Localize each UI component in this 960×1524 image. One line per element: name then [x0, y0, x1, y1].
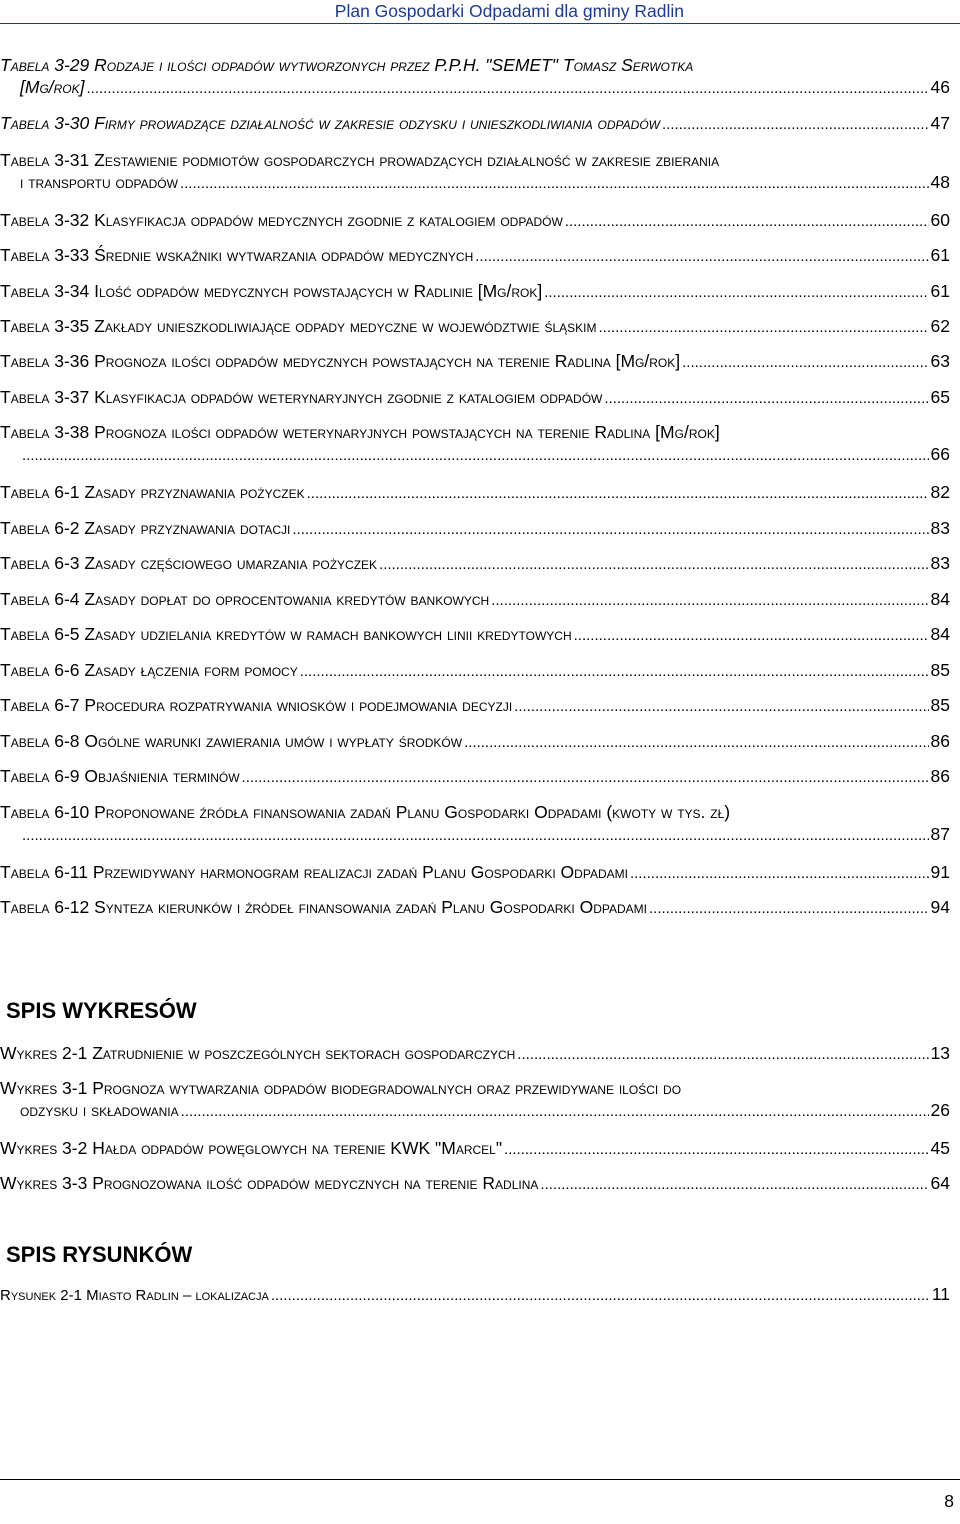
toc-entry[interactable] — [0, 386, 950, 410]
toc-page-number: 83 — [930, 553, 950, 573]
toc-entry-label: i transportu odpadów — [20, 172, 178, 192]
toc-entry-label: odzysku i składowania — [20, 1100, 179, 1120]
dot-leader — [181, 1101, 929, 1123]
toc-entry[interactable] — [0, 694, 950, 718]
toc-entry[interactable] — [0, 350, 950, 374]
dot-leader — [379, 554, 928, 576]
toc-page-number: 85 — [930, 660, 950, 680]
toc-entry-label: Tabela 6-5 Zasady udzielania kredytów w ramach bankowych linii kredytowych — [0, 624, 572, 644]
toc-entry[interactable] — [0, 112, 950, 136]
toc-page-number: 60 — [930, 210, 950, 230]
toc-entry-line — [0, 112, 950, 136]
toc-page-number: 65 — [930, 387, 950, 407]
toc-entry-label: Tabela 3-32 Klasyfikacja odpadów medycznych zgodnie z katalogiem odpadów — [0, 210, 563, 230]
dot-leader — [242, 767, 929, 789]
toc-entry-line — [0, 1283, 950, 1307]
dot-leader — [464, 732, 928, 754]
toc-entry-label: Tabela 3-37 Klasyfikacja odpadów weterynaryjnych zgodnie z katalogiem odpadów — [0, 387, 603, 407]
toc-entry-line — [0, 801, 950, 823]
toc-entry-label: Tabela 3-36 Prognoza ilości odpadów medycznych powstających na terenie Radlina [Mg/rok] — [0, 351, 681, 371]
toc-entry[interactable] — [0, 1042, 950, 1066]
toc-entry-label: Wykres 3-1 Prognoza wytwarzania odpadów biodegradowalnych oraz przewidywane ilości do — [0, 1078, 682, 1098]
toc-entry-line — [0, 823, 950, 847]
toc-entry[interactable] — [0, 896, 950, 920]
toc-page-number: 84 — [930, 589, 950, 609]
toc-entry-label: Tabela 6-9 Objaśnienia terminów — [0, 766, 240, 786]
toc-entry-line — [0, 896, 950, 920]
toc-page-number: 83 — [930, 518, 950, 538]
dot-leader — [682, 352, 928, 374]
dot-leader — [662, 114, 929, 136]
toc-entry[interactable] — [0, 244, 950, 268]
dot-leader — [491, 590, 928, 612]
dot-leader — [292, 519, 928, 541]
toc-entry-line — [0, 1042, 950, 1066]
toc-page-number: 85 — [930, 695, 950, 715]
document-title: Plan Gospodarki Odpadami dla gminy Radlin — [334, 1, 684, 21]
toc-page-number: 62 — [930, 316, 950, 336]
toc-entry-line — [0, 350, 950, 374]
toc-page-number: 86 — [930, 766, 950, 786]
dot-leader — [307, 483, 929, 505]
dot-leader — [517, 1044, 928, 1066]
toc-entry-line — [0, 149, 950, 171]
toc-entry[interactable] — [0, 315, 950, 339]
dot-leader — [504, 1139, 928, 1161]
dot-leader — [649, 898, 929, 920]
toc-page-number: 48 — [930, 172, 950, 192]
toc-entry-line — [0, 386, 950, 410]
toc-entry[interactable] — [0, 730, 950, 754]
toc-entry-line — [0, 765, 950, 789]
dot-leader — [630, 863, 929, 885]
dot-leader — [598, 317, 928, 339]
toc-page-number: 45 — [930, 1138, 950, 1158]
toc-entry-label: Tabela 3-38 Prognoza ilości odpadów weterynaryjnych powstających na terenie Radlina [Mg/rok] — [0, 422, 720, 442]
toc-page-number: 61 — [930, 281, 950, 301]
toc-entry-line — [0, 54, 950, 76]
toc-entry[interactable] — [0, 1172, 950, 1196]
toc-entry[interactable] — [0, 801, 950, 847]
footer-rule — [0, 1479, 960, 1480]
toc-entry[interactable] — [0, 481, 950, 505]
toc-page-number: 82 — [930, 482, 950, 502]
toc-entry-line — [0, 76, 950, 100]
toc-entry-label: Tabela 6-3 Zasady częściowego umarzania pożyczek — [0, 553, 378, 573]
toc-entry-line — [0, 280, 950, 304]
toc-entry[interactable] — [0, 1137, 950, 1161]
toc-entry[interactable] — [0, 659, 950, 683]
toc-page-number: 91 — [930, 862, 950, 882]
toc-entry-line — [0, 552, 950, 576]
toc-entry[interactable] — [0, 1283, 950, 1307]
toc-entry[interactable] — [0, 552, 950, 576]
toc-entry-line — [0, 861, 950, 885]
toc-entry-label: Tabela 3-34 Ilość odpadów medycznych powstających w Radlinie [Mg/rok] — [0, 281, 543, 301]
toc-entry[interactable] — [0, 517, 950, 541]
dot-leader — [540, 1174, 928, 1196]
toc-page-number: 64 — [930, 1173, 950, 1193]
toc-entry-line — [0, 315, 950, 339]
toc-entry-line — [0, 659, 950, 683]
toc-entry-label: Tabela 6-1 Zasady przyznawania pożyczek — [0, 482, 305, 502]
figures-heading: SPIS RYSUNKÓW — [6, 1242, 193, 1267]
page-number: 8 — [944, 1491, 954, 1511]
toc-entry-label: Tabela 3-30 Firmy prowadzące działalność w zakresie odzysku i unieszkodliwiania odpadów — [0, 113, 661, 133]
toc-page-number: 26 — [930, 1100, 950, 1120]
dot-leader — [22, 445, 929, 467]
header-rule — [0, 23, 960, 24]
toc-page-number: 63 — [930, 351, 950, 371]
toc-entry-line — [0, 443, 950, 467]
toc-page-number: 66 — [930, 444, 950, 464]
toc-entry-label: Tabela 6-6 Zasady łączenia form pomocy — [0, 660, 298, 680]
toc-entry[interactable] — [0, 280, 950, 304]
dot-leader — [574, 625, 929, 647]
toc-page-number: 61 — [930, 245, 950, 265]
toc-entry-line — [0, 244, 950, 268]
dot-leader — [475, 246, 928, 268]
dot-leader — [514, 696, 928, 718]
toc-entry-line — [0, 1077, 950, 1099]
dot-leader — [271, 1285, 930, 1307]
toc-entry-label: [Mg/rok] — [20, 77, 85, 97]
toc-entry-line — [0, 421, 950, 443]
toc-entry-label: Tabela 6-4 Zasady dopłat do oprocentowania kredytów bankowych — [0, 589, 490, 609]
dot-leader — [604, 388, 928, 410]
toc-entry-label: Wykres 3-2 Hałda odpadów powęglowych na terenie KWK "Marcel" — [0, 1138, 503, 1158]
dot-leader — [300, 661, 929, 683]
toc-entry-line — [0, 517, 950, 541]
toc-entry-label: Tabela 3-35 Zakłady unieszkodliwiające odpady medyczne w województwie śląskim — [0, 316, 597, 336]
toc-entry-label: Tabela 6-10 Proponowane źródła finansowania zadań Planu Gospodarki Odpadami (kwoty w tys. zł) — [0, 802, 731, 822]
toc-entry[interactable] — [0, 421, 950, 467]
toc-entry[interactable] — [0, 1077, 950, 1123]
toc-entry[interactable] — [0, 54, 950, 100]
toc-entry-line — [0, 171, 950, 195]
toc-entry-line — [0, 1137, 950, 1161]
toc-entry-label: Tabela 6-8 Ogólne warunki zawierania umów i wypłaty środków — [0, 731, 463, 751]
page-header — [0, 0, 960, 26]
toc-entry[interactable] — [0, 149, 950, 195]
toc-page-number: 94 — [930, 897, 950, 917]
toc-entry[interactable] — [0, 623, 950, 647]
toc-entry[interactable] — [0, 209, 950, 233]
toc-entry-label: Tabela 6-11 Przewidywany harmonogram realizacji zadań Planu Gospodarki Odpadami — [0, 862, 628, 882]
dot-leader — [180, 173, 929, 195]
toc-page-number: 46 — [930, 77, 950, 97]
dot-leader — [87, 78, 929, 100]
toc-entry-line — [0, 481, 950, 505]
toc-entry-line — [0, 1172, 950, 1196]
toc-page-number: 11 — [931, 1284, 950, 1304]
toc-entry-label: Wykres 3-3 Prognozowana ilość odpadów medycznych na terenie Radlina — [0, 1173, 539, 1193]
toc-page-number: 84 — [930, 624, 950, 644]
toc-entry-label: Tabela 3-33 Średnie wskaźniki wytwarzania odpadów medycznych — [0, 245, 474, 265]
toc-page-number: 47 — [930, 113, 950, 133]
toc-entry-line — [0, 694, 950, 718]
dot-leader — [544, 282, 928, 304]
toc-entry-line — [0, 209, 950, 233]
dot-leader — [565, 211, 929, 233]
toc-entry-line — [0, 588, 950, 612]
toc-entry-label: Tabela 6-2 Zasady przyznawania dotacji — [0, 518, 291, 538]
toc-entry-label: Rysunek 2-1 Miasto Radlin – lokalizacja — [0, 1287, 269, 1304]
toc-page-number: 86 — [930, 731, 950, 751]
toc-entry[interactable] — [0, 861, 950, 885]
toc-entry-label: Wykres 2-1 Zatrudnienie w poszczególnych sektorach gospodarczych — [0, 1043, 516, 1063]
dot-leader — [22, 825, 929, 847]
toc-entry-line — [0, 1099, 950, 1123]
toc-entry-label: Tabela 6-7 Procedura rozpatrywania wniosków i podejmowania decyzji — [0, 695, 513, 715]
toc-entry-line — [0, 730, 950, 754]
charts-heading: SPIS WYKRESÓW — [6, 998, 197, 1023]
toc-entry[interactable] — [0, 588, 950, 612]
toc-entry-label: Tabela 3-31 Zestawienie podmiotów gospodarczych prowadzących działalność w zakresie zbierania — [0, 150, 720, 170]
toc-page-number: 13 — [930, 1043, 950, 1063]
toc-page-number: 87 — [930, 824, 950, 844]
toc-entry[interactable] — [0, 765, 950, 789]
toc-entry-label: Tabela 6-12 Synteza kierunków i źródeł finansowania zadań Planu Gospodarki Odpadami — [0, 897, 647, 917]
toc-entry-label: Tabela 3-29 Rodzaje i ilości odpadów wytworzonych przez P.P.H. "SEMET" Tomasz Serwotka — [0, 55, 694, 75]
toc-entry-line — [0, 623, 950, 647]
